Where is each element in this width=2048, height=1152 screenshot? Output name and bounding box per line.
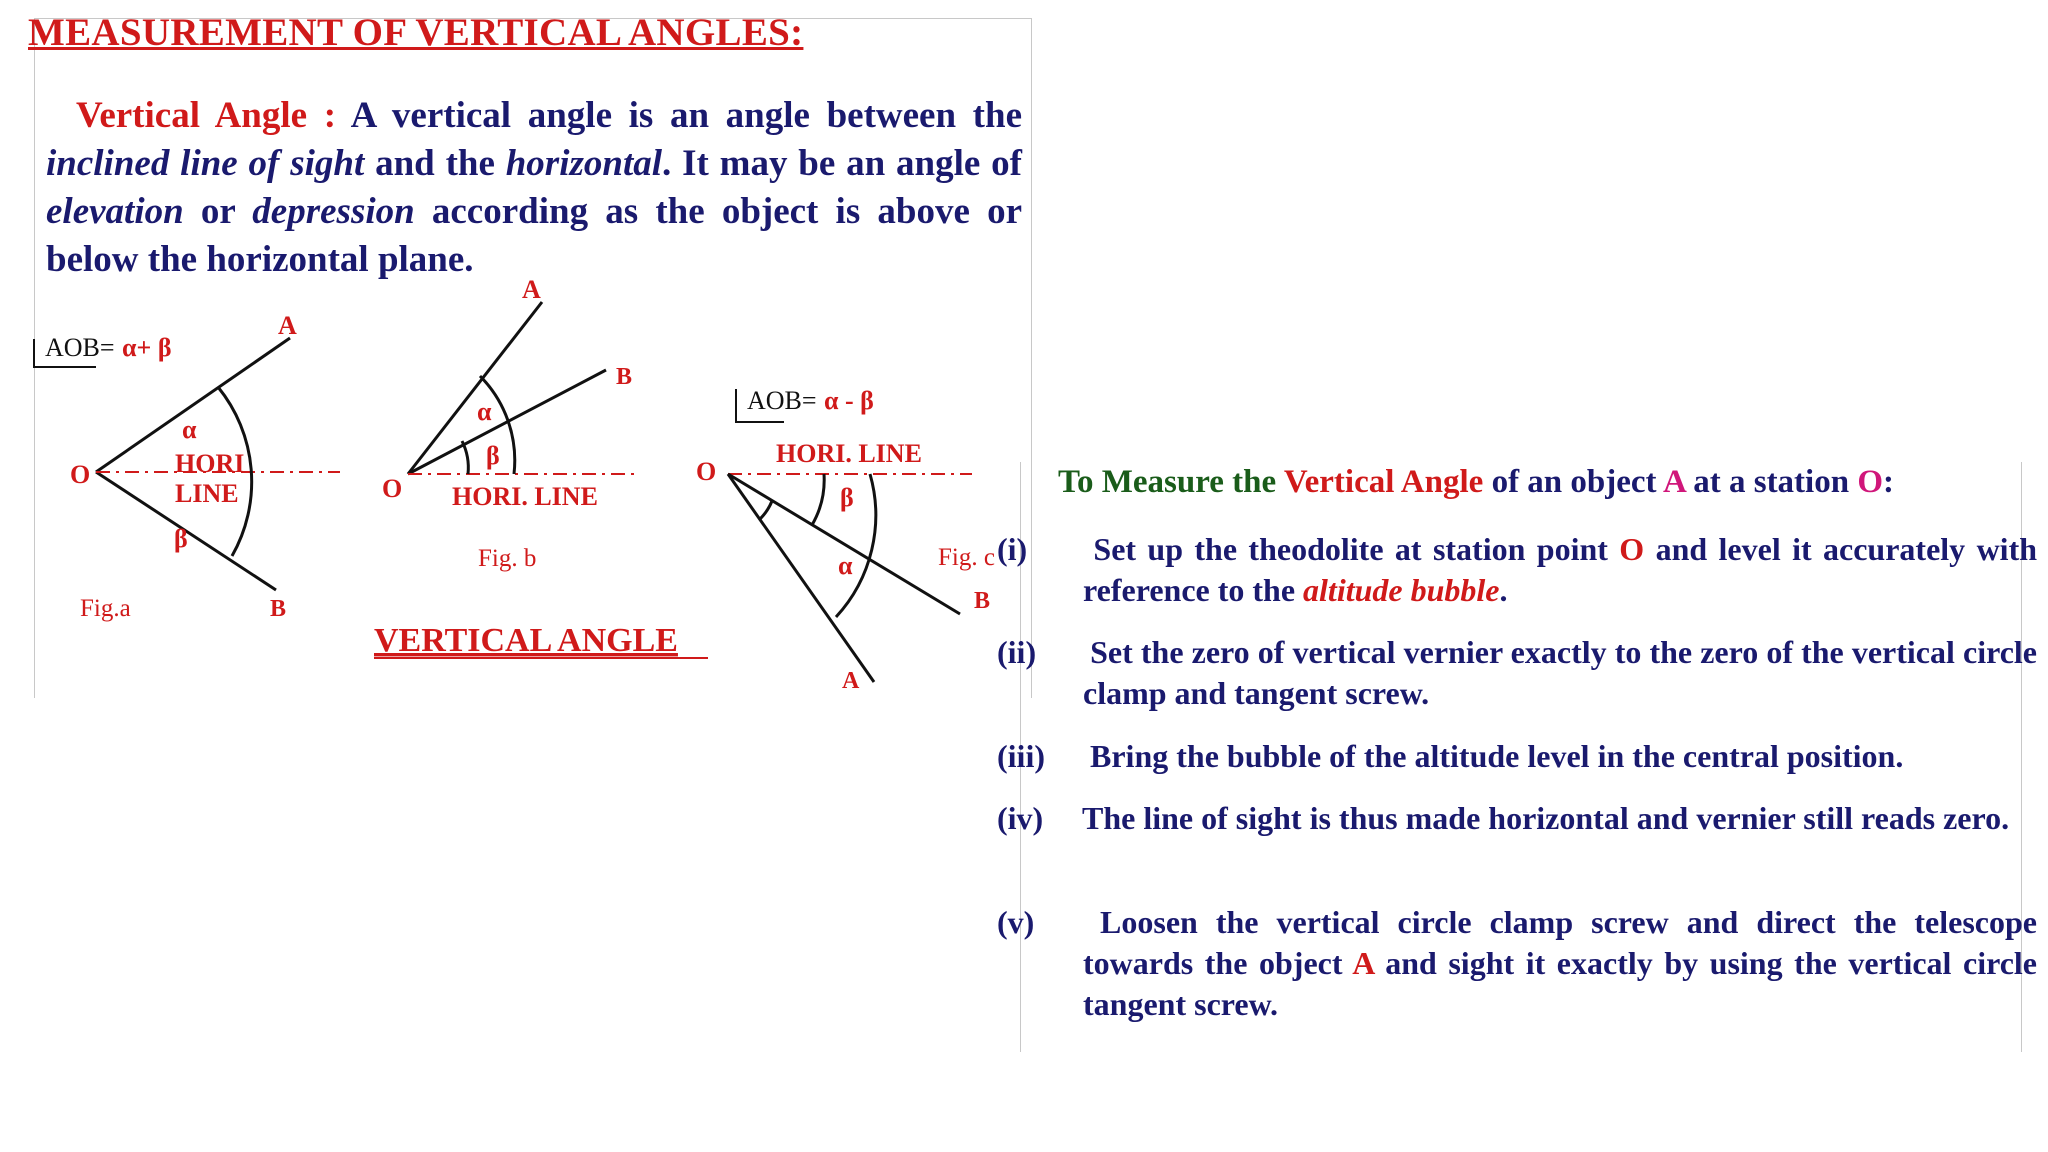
fig-c-point-a: A <box>842 668 860 694</box>
fig-a-beta: β <box>174 524 188 553</box>
fig-b-line-oa <box>408 302 542 474</box>
step-4-number: (iv) <box>997 800 1044 836</box>
definition-text-5: according as the object is above or below the horizontal plane. <box>46 191 1022 280</box>
fig-b-point-o: O <box>382 474 403 503</box>
step-3-number: (iii) <box>997 738 1045 774</box>
figure-a <box>34 311 340 622</box>
vertical-angle-label: VERTICAL ANGLE <box>374 622 678 659</box>
fig-b-point-b: B <box>616 364 633 390</box>
procedure-step-4 <box>997 798 2037 839</box>
heading-term: Vertical Angle <box>1283 464 1484 500</box>
fig-c-arc-small <box>760 501 772 519</box>
definition-italic-3: elevation <box>46 191 184 232</box>
step-5-highlight: A <box>1352 945 1374 981</box>
definition-text-3: . It may be an angle of <box>662 143 1022 184</box>
step-1-highlight: O <box>1619 531 1645 567</box>
heading-text-3: at a station <box>1684 464 1858 500</box>
step-1-text-1: Set up the theodolite at station point <box>1093 531 1620 567</box>
fig-a-hori-label: HORI <box>175 449 245 478</box>
procedure-step-5 <box>997 902 2038 1025</box>
procedure-heading <box>1058 464 1894 501</box>
fig-b-beta: β <box>486 441 500 470</box>
fig-c-hori-line-label: HORI. LINE <box>776 439 922 468</box>
fig-c-point-o: O <box>696 457 717 486</box>
definition-italic-1: inclined line of sight <box>46 143 365 184</box>
fig-c-formula-prefix: AOB= <box>747 386 817 415</box>
fig-b-caption: Fig. b <box>478 545 537 572</box>
fig-c-point-b: B <box>974 588 991 614</box>
step-5-text-2: and sight it exactly by using the vertical circle tangent screw. <box>1083 945 2037 1022</box>
fig-c-alpha: α <box>838 551 853 580</box>
heading-text-2: of an object <box>1483 464 1663 500</box>
fig-a-point-a: A <box>278 311 297 340</box>
fig-a-point-o: O <box>70 460 91 489</box>
procedure-step-1 <box>997 529 2038 611</box>
heading-object: A <box>1662 464 1685 500</box>
definition-term: Vertical Angle : <box>76 95 337 136</box>
heading-station: O <box>1857 464 1883 500</box>
step-1-number: (i) <box>997 531 1028 567</box>
heading-text-1: To Measure the <box>1058 464 1284 500</box>
definition-text-4: or <box>183 191 253 232</box>
fig-a-line-label: LINE <box>175 479 239 508</box>
definition-italic-2: horizontal <box>505 143 663 184</box>
step-5-text-1: Loosen the vertical circle clamp screw and direct the telescope towards the object <box>1083 904 2038 981</box>
procedure-step-2 <box>997 632 2038 714</box>
step-5-number: (v) <box>997 904 1035 940</box>
definition-italic-4: depression <box>252 191 415 232</box>
step-1-text-2: and level it accurately with reference to the <box>1083 531 2038 608</box>
figure-c <box>696 386 995 694</box>
page-title: MEASUREMENT OF VERTICAL ANGLES: <box>28 11 804 54</box>
fig-b-hori-line-label: HORI. LINE <box>452 482 598 511</box>
step-1-italic: altitude bubble <box>1303 572 1500 608</box>
heading-text-4: : <box>1883 464 1894 500</box>
fig-b-point-a: A <box>522 275 541 304</box>
fig-a-formula-value: α+ β <box>122 333 172 362</box>
fig-a-alpha: α <box>182 415 197 444</box>
fig-a-caption: Fig.a <box>80 595 131 622</box>
fig-b-alpha: α <box>477 397 492 426</box>
fig-c-caption: Fig. c <box>938 544 995 571</box>
fig-a-point-b: B <box>270 596 287 622</box>
step-2-number: (ii) <box>997 634 1037 670</box>
step-2-text: Set the zero of vertical vernier exactly to the zero of the vertical circle clamp and tangent screw. <box>1083 634 2038 711</box>
step-1-text-3: . <box>1499 572 1508 608</box>
fig-c-beta: β <box>840 483 854 512</box>
fig-c-arc-beta <box>812 474 824 525</box>
fig-a-formula-prefix: AOB= <box>45 333 115 362</box>
procedure-step-3 <box>997 736 2037 777</box>
definition-text-2: and the <box>364 143 506 184</box>
fig-b-arc-beta <box>462 441 468 474</box>
step-3-text: Bring the bubble of the altitude level in the central position. <box>1090 738 1904 774</box>
figure-b <box>382 275 635 572</box>
fig-c-formula-value: α - β <box>824 386 874 415</box>
step-4-text: The line of sight is thus made horizontal and vernier still reads zero. <box>1082 800 2010 836</box>
definition-text-1: A vertical angle is an angle between the <box>336 95 1022 136</box>
